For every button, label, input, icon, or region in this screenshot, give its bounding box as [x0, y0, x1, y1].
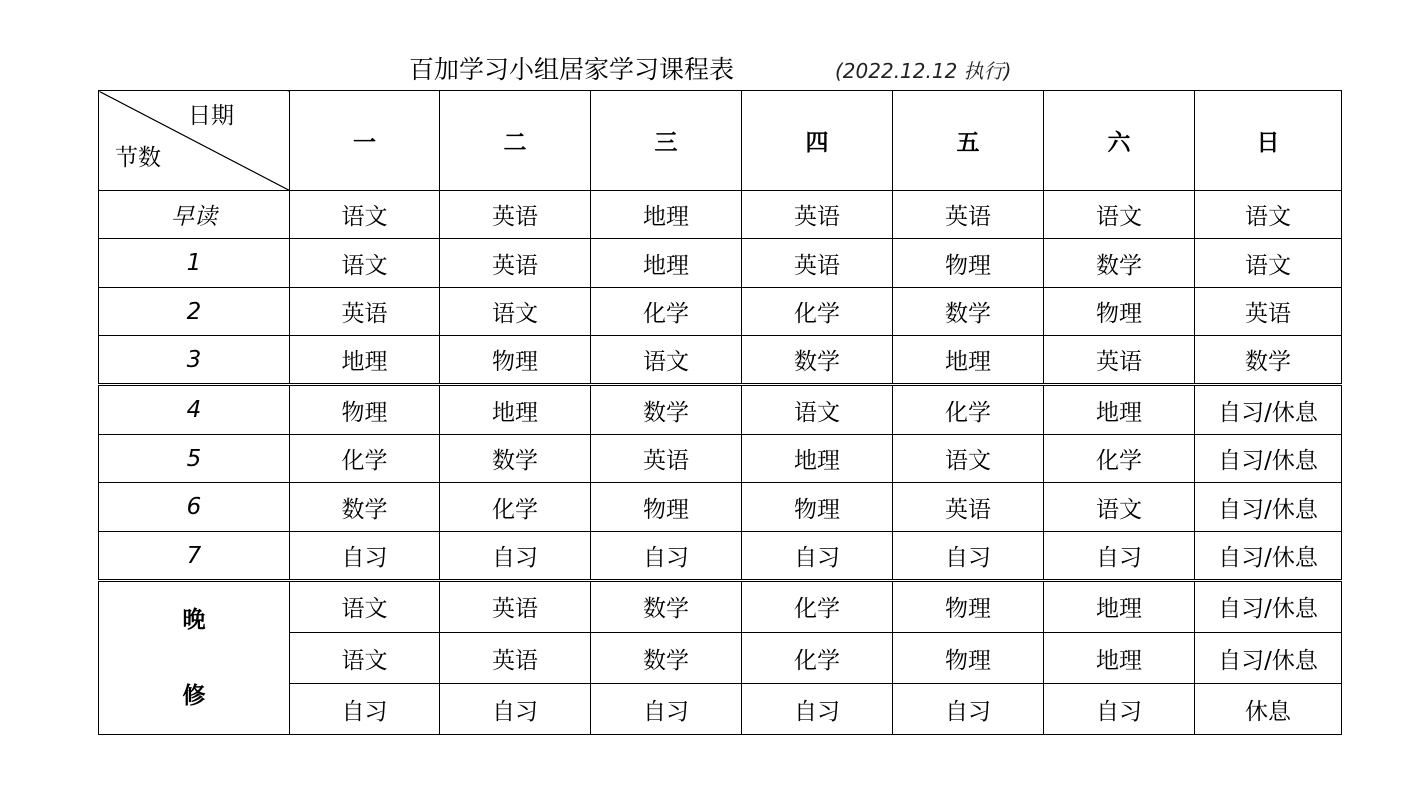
corner-header: [99, 91, 290, 191]
subject-cell: 语文: [893, 435, 1044, 483]
subject-cell: 化学: [591, 288, 742, 336]
header-row: [99, 91, 1342, 191]
subject-cell: 数学: [591, 581, 742, 633]
subject-cell: 英语: [1044, 336, 1195, 385]
evening-row: [99, 581, 1342, 633]
effective-date: (2022.12.12 执行): [835, 59, 1012, 83]
subject-cell: 语文: [290, 581, 440, 633]
subject-cell: 语文: [290, 239, 440, 288]
day-header: 一: [290, 91, 440, 191]
subject-cell: 自习: [440, 684, 591, 735]
subject-cell: 语文: [290, 191, 440, 239]
evening-label: [99, 581, 290, 735]
subject-cell: 化学: [742, 581, 893, 633]
subject-cell: 英语: [440, 632, 591, 684]
subject-cell: 英语: [893, 191, 1044, 239]
period-cell: 早读: [99, 191, 290, 239]
subject-cell: 数学: [591, 385, 742, 435]
subject-cell: 地理: [893, 336, 1044, 385]
subject-cell: 英语: [1195, 288, 1342, 336]
subject-cell: 英语: [742, 239, 893, 288]
subject-cell: 自习: [1044, 684, 1195, 735]
subject-cell: 数学: [290, 483, 440, 532]
subject-cell: 自习: [742, 684, 893, 735]
table-row: [99, 239, 1342, 288]
subject-cell: 休息: [1195, 684, 1342, 735]
subject-cell: 化学: [440, 483, 591, 532]
day-header: 三: [591, 91, 742, 191]
period-cell: 1: [99, 239, 290, 288]
day-header: 五: [893, 91, 1044, 191]
table-row: [99, 385, 1342, 435]
period-cell: 2: [99, 288, 290, 336]
day-header: 二: [440, 91, 591, 191]
subject-cell: 自习: [591, 532, 742, 581]
subject-cell: 自习/休息: [1195, 532, 1342, 581]
subject-cell: 自习/休息: [1195, 385, 1342, 435]
subject-cell: 数学: [893, 288, 1044, 336]
subject-cell: 物理: [1044, 288, 1195, 336]
subject-cell: 地理: [440, 385, 591, 435]
subject-cell: 自习/休息: [1195, 435, 1342, 483]
subject-cell: 物理: [591, 483, 742, 532]
subject-cell: 地理: [1044, 581, 1195, 633]
subject-cell: 语文: [591, 336, 742, 385]
subject-cell: 语文: [1195, 239, 1342, 288]
subject-cell: 自习: [742, 532, 893, 581]
table-row: [99, 191, 1342, 239]
subject-cell: 化学: [290, 435, 440, 483]
day-header: 四: [742, 91, 893, 191]
subject-cell: 自习/休息: [1195, 632, 1342, 684]
subject-cell: 物理: [893, 581, 1044, 633]
subject-cell: 物理: [893, 632, 1044, 684]
table-row: [99, 532, 1342, 581]
table-row: [99, 288, 1342, 336]
subject-cell: 语文: [1044, 191, 1195, 239]
subject-cell: 数学: [591, 632, 742, 684]
subject-cell: 化学: [742, 288, 893, 336]
period-cell: 6: [99, 483, 290, 532]
period-cell: 4: [99, 385, 290, 435]
subject-cell: 语文: [742, 385, 893, 435]
subject-cell: 自习/休息: [1195, 581, 1342, 633]
subject-cell: 自习: [893, 532, 1044, 581]
subject-cell: 地理: [1044, 385, 1195, 435]
subject-cell: 化学: [742, 632, 893, 684]
subject-cell: 地理: [290, 336, 440, 385]
subject-cell: 地理: [591, 239, 742, 288]
subject-cell: 自习: [591, 684, 742, 735]
evening-label-char: 修: [182, 683, 206, 709]
subject-cell: 英语: [440, 239, 591, 288]
day-header: 六: [1044, 91, 1195, 191]
subject-cell: 地理: [1044, 632, 1195, 684]
subject-cell: 数学: [1044, 239, 1195, 288]
subject-cell: 自习: [893, 684, 1044, 735]
page-title: 百加学习小组居家学习课程表: [409, 55, 735, 84]
subject-cell: 英语: [591, 435, 742, 483]
period-cell: 7: [99, 532, 290, 581]
subject-cell: 自习: [1044, 532, 1195, 581]
subject-cell: 自习: [290, 532, 440, 581]
table-row: [99, 336, 1342, 385]
subject-cell: 自习: [440, 532, 591, 581]
evening-label-char: 晚: [182, 607, 206, 633]
subject-cell: 地理: [742, 435, 893, 483]
subject-cell: 英语: [893, 483, 1044, 532]
subject-cell: 语文: [440, 288, 591, 336]
subject-cell: 自习: [290, 684, 440, 735]
table-row: [99, 435, 1342, 483]
subject-cell: 物理: [742, 483, 893, 532]
subject-cell: 化学: [1044, 435, 1195, 483]
subject-cell: 物理: [290, 385, 440, 435]
subject-cell: 物理: [440, 336, 591, 385]
subject-cell: 化学: [893, 385, 1044, 435]
subject-cell: 语文: [1195, 191, 1342, 239]
subject-cell: 数学: [1195, 336, 1342, 385]
table-row: [99, 483, 1342, 532]
subject-cell: 英语: [290, 288, 440, 336]
subject-cell: 物理: [893, 239, 1044, 288]
period-label: 节数: [115, 145, 161, 171]
subject-cell: 自习/休息: [1195, 483, 1342, 532]
subject-cell: 英语: [440, 581, 591, 633]
subject-cell: 数学: [742, 336, 893, 385]
day-header: 日: [1195, 91, 1342, 191]
period-cell: 5: [99, 435, 290, 483]
date-label: 日期: [188, 103, 234, 129]
period-cell: 3: [99, 336, 290, 385]
subject-cell: 英语: [742, 191, 893, 239]
schedule-table: [98, 90, 1342, 735]
subject-cell: 地理: [591, 191, 742, 239]
subject-cell: 语文: [290, 632, 440, 684]
subject-cell: 语文: [1044, 483, 1195, 532]
subject-cell: 数学: [440, 435, 591, 483]
subject-cell: 英语: [440, 191, 591, 239]
